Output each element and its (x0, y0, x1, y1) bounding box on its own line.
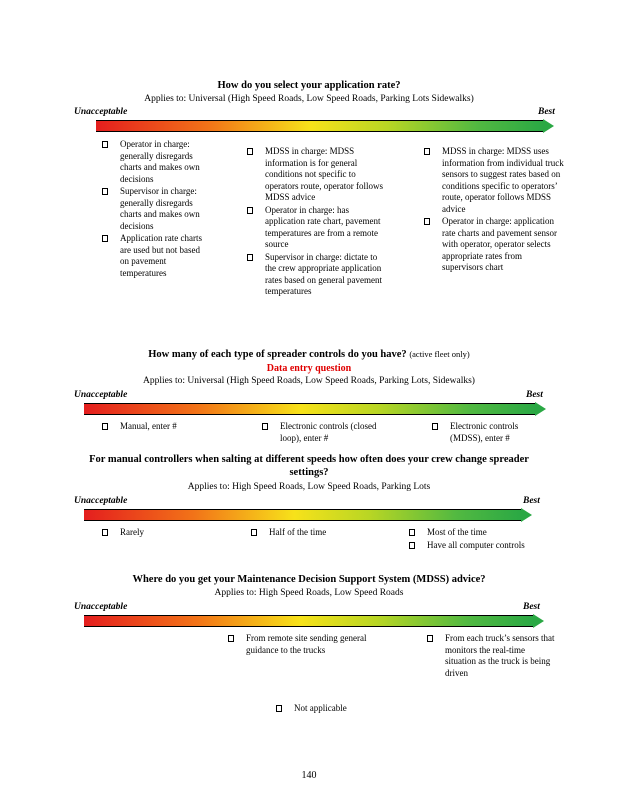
option-item[interactable]: Application rate charts are used but not based on pavement temperatures (102, 233, 202, 279)
option-item[interactable]: Most of the time (409, 527, 529, 539)
option-column (409, 527, 529, 552)
checkbox-icon[interactable] (102, 423, 108, 430)
checkbox-icon[interactable] (424, 148, 430, 155)
scale-right-label-2: Best (526, 390, 543, 400)
option-column (102, 421, 212, 434)
checkbox-icon[interactable] (102, 141, 108, 148)
option-item[interactable]: Operator in charge: generally disregards charts and makes own decisions (102, 139, 202, 185)
option-item[interactable]: Half of the time (251, 527, 381, 539)
data-entry-note: Data entry question (266, 363, 352, 374)
scale-left-label-3: Unacceptable (74, 496, 128, 506)
option-column (424, 146, 564, 275)
option-column (102, 139, 202, 280)
option-item[interactable]: From each truck’s sensors that monitors the real-time situation as the truck is being driven (427, 633, 557, 679)
applies-to-4: Applies to: High Speed Roads, Low Speed Roads (214, 588, 404, 598)
option-item[interactable]: Operator in charge: has application rate chart, pavement temperatures are from a remote source (247, 205, 387, 251)
checkbox-icon[interactable] (424, 218, 430, 225)
checkbox-icon[interactable] (102, 188, 108, 195)
question-spreader-settings-line2: settings? (289, 467, 329, 478)
option-item[interactable]: Rarely (102, 527, 212, 539)
scale-arrow-4 (84, 615, 544, 627)
option-item[interactable]: MDSS in charge: MDSS information is for general conditions not specific to operators route, operator follows MDSS advice (247, 146, 387, 204)
checkbox-icon[interactable] (228, 635, 234, 642)
question-mdss-advice: Where do you get your Maintenance Decision Support System (MDSS) advice? (132, 574, 486, 585)
question-note: (active fleet only) (409, 349, 470, 359)
option-column (247, 146, 387, 299)
option-column (102, 527, 212, 540)
option-item-not-applicable[interactable]: Not applicable (276, 703, 386, 715)
checkbox-icon[interactable] (102, 529, 108, 536)
option-column (427, 633, 557, 680)
option-item[interactable]: Manual, enter # (102, 421, 212, 433)
question-application-rate: How do you select your application rate? (217, 80, 401, 91)
checkbox-icon[interactable] (247, 254, 253, 261)
option-item[interactable]: Have all computer controls (409, 540, 529, 552)
checkbox-icon[interactable] (262, 423, 268, 430)
option-item[interactable]: Electronic controls (closed loop), enter # (262, 421, 382, 444)
checkbox-icon[interactable] (432, 423, 438, 430)
checkbox-icon[interactable] (427, 635, 433, 642)
option-item[interactable]: From remote site sending general guidance to the trucks (228, 633, 388, 656)
checkbox-icon[interactable] (276, 705, 282, 712)
checkbox-icon[interactable] (247, 207, 253, 214)
scale-right-label-4: Best (523, 602, 540, 612)
applies-to-2: Applies to: Universal (High Speed Roads, Low Speed Roads, Parking Lots, Sidewalks) (143, 376, 475, 386)
applies-to-3: Applies to: High Speed Roads, Low Speed Roads, Parking Lots (187, 482, 431, 492)
option-item[interactable]: MDSS in charge: MDSS uses information from individual truck sensors to suggest rates based on conditions specific to operators’ route, operator follows MDSS advice (424, 146, 564, 215)
page-number: 140 (301, 770, 317, 781)
option-column (251, 527, 381, 540)
option-column (276, 703, 386, 716)
scale-arrow-3 (84, 509, 532, 521)
option-item[interactable]: Supervisor in charge: dictate to the crew appropriate application rates based on general pavement temperatures (247, 252, 387, 298)
option-item[interactable]: Supervisor in charge: generally disregards charts and makes own decisions (102, 186, 202, 232)
scale-right-label-3: Best (523, 496, 540, 506)
applies-to-1: Applies to: Universal (High Speed Roads, Low Speed Roads, Parking Lots Sidewalks) (144, 94, 474, 104)
scale-left-label-1: Unacceptable (74, 107, 128, 117)
checkbox-icon[interactable] (409, 542, 415, 549)
question-spreader-controls: How many of each type of spreader controls do you have? (active fleet only) (148, 349, 470, 360)
scale-right-label-1: Best (538, 107, 555, 117)
checkbox-icon[interactable] (409, 529, 415, 536)
checkbox-icon[interactable] (102, 235, 108, 242)
scale-arrow-1 (96, 120, 554, 132)
scale-arrow-2 (84, 403, 546, 415)
option-column (262, 421, 382, 445)
scale-left-label-2: Unacceptable (74, 390, 128, 400)
option-item[interactable]: Operator in charge: application rate charts and pavement sensor with operator, operator selects appropriate rates from supervisors chart (424, 216, 564, 274)
checkbox-icon[interactable] (251, 529, 257, 536)
option-column (432, 421, 542, 445)
scale-left-label-4: Unacceptable (74, 602, 128, 612)
checkbox-icon[interactable] (247, 148, 253, 155)
option-item[interactable]: Electronic controls (MDSS), enter # (432, 421, 542, 444)
question-spreader-settings-line1: For manual controllers when salting at different speeds how often does your crew change spreader (89, 454, 529, 465)
option-column (228, 633, 388, 657)
